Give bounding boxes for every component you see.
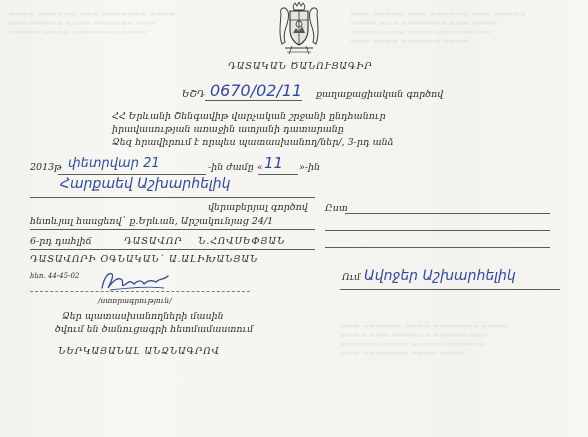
document-title: ԴԱՏԱԿԱՆ ԾԱՆՈՒՑԱԳԻՐ (228, 61, 373, 72)
address-underline (30, 229, 315, 230)
bleed-through-text: ▬▬▬ ▬▬▬▬▬ ▬▬▬ ▬▬▬▬▬▬ ▬▬▬ ▬▬▬▬▬ ▬▬▬▬ ▬▬▬ ▬▬▬▬▬▬▬ ▬▬▬ ▬▬▬▬ ▬▬▬▬▬ ▬▬▬ ▬▬▬▬ ▬▬▬▬▬▬ ▬▬ ▬▬▬ ▬▬▬▬ ▬▬▬▬▬▬ ▬▬▬▬ (350, 10, 527, 45)
bleed-through-text: ▬▬▬ ▬▬▬▬▬▬ ▬▬▬▬ ▬▬▬▬▬▬▬ ▬▬▬▬ ▬▬▬▬ ▬▬▬ ▬▬▬▬▬▬ ▬▬▬▬▬ ▬▬▬ ▬▬▬▬▬▬ ▬▬▬▬ ▬▬▬▬▬ ▬▬▬▬▬▬ ▬▬▬ ▬▬▬▬▬▬▬ ▬▬▬▬ ▬▬▬▬ (340, 322, 508, 357)
assistant-line: ԴԱՏԱՎՈՐԻ ՕԳՆԱԿԱՆ` Ա.ԱԼԻԽԱՆՅԱՆ (30, 254, 259, 265)
phone-number: հեռ. 44-45-02 (30, 272, 80, 280)
hearing-address: հետևյալ հասցեով` ք.Երևան, Արշակունյաց 24/1 (30, 216, 274, 227)
case-regarding: վերաբերյալ գործով (208, 202, 308, 213)
vs-line-1 (345, 213, 550, 214)
case-number-prefix: ԵՇԴ (182, 89, 205, 100)
hour-suffix: »-ին (299, 162, 321, 173)
coat-of-arms-emblem (277, 2, 321, 56)
vs-line-2 (325, 230, 550, 231)
court-line-2: իրավասության առաջին ատյանի դատարանը (112, 124, 344, 135)
hour-handwritten: 11 (264, 154, 284, 172)
vs-label: Ըստ (325, 203, 348, 214)
receiver-caps: ՆԵՐԿԱՅԱՆԱԼ ԱՆՁՆԱԳՐՈՎ (58, 346, 220, 357)
party-name-handwritten: Հարքաեվ Աշխարհելիկ (60, 176, 231, 192)
party-name-underline (30, 197, 315, 198)
date-underline (58, 174, 206, 175)
court-line-3: Ձեզ հրավիրում է որպես պատասխանող/ներ/, 3-րդ անձ (112, 137, 394, 148)
date-year: 2013թ (30, 162, 62, 173)
hour-underline (258, 174, 298, 175)
date-month-handwritten: փետրվար 21 (68, 156, 160, 171)
judge-title: ԴԱՏԱՎՈՐ (124, 236, 183, 247)
court-line-1: ՀՀ Երևանի Շենգավիթ վարչական շրջանի ընդհանուր (112, 111, 386, 122)
received-label: Ում (342, 272, 361, 283)
case-number-handwritten: 0670/02/11 (210, 81, 303, 100)
received-underline (340, 289, 560, 290)
signature-dashed-line (30, 291, 250, 292)
date-suffix: -ին ժամը « (208, 162, 263, 173)
room-label: 6-րդ դահլիճ (30, 236, 92, 247)
vs-line-3 (325, 247, 550, 248)
judge-underline (30, 249, 315, 250)
respect-line-2: ծվում են ծանուցագրի հետմամաստում (55, 324, 254, 335)
received-handwritten: Ավոջեր Աշխարհելիկ (364, 268, 516, 284)
respect-line-1: Ձեր պատասխանողների մասին (62, 311, 224, 322)
bleed-through-text: ▬▬▬▬ ▬▬▬▬▬▬ ▬▬▬ ▬▬▬▬▬▬▬ ▬▬▬▬ ▬▬▬ ▬▬▬▬▬ ▬▬▬▬ ▬▬▬▬▬▬ ▬▬▬ ▬▬▬▬▬ ▬▬▬▬ ▬▬▬▬▬▬▬ ▬▬▬▬ (8, 10, 176, 36)
signature-caption: /ստորագրություն/ (98, 296, 172, 305)
case-number-underline (205, 100, 302, 101)
judge-name: Ն.ՀՈՎՍԵՓՅԱՆ (198, 236, 286, 247)
case-type: քաղաքացիական գործով (316, 89, 444, 100)
